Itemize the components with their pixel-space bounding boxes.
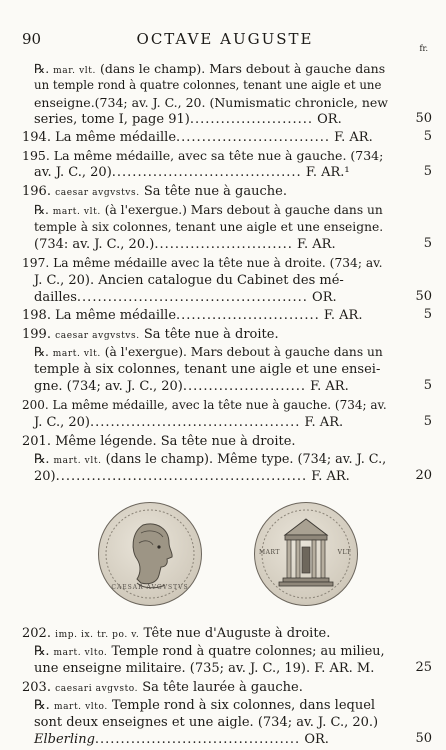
entry-line: ℞. mart. vlt. (dans le champ). Même type. (734; av. J. C., — [34, 452, 387, 467]
entry-line: ℞. mar. vlt. (dans le champ). Mars debout à gauche dans — [34, 61, 386, 76]
entry-line: 194. La même médaille.............................. F. AR. — [22, 130, 373, 145]
price-value: 5 — [423, 236, 432, 251]
price-value: 50 — [415, 731, 432, 746]
entry-line: 202. imp. ix. tr. po. v. Tête nue d'Auguste à droite. — [22, 626, 331, 641]
entry-line: sont deux enseignes et une aigle. (734; av. J. C., 20.) — [34, 715, 379, 730]
entry-line: enseigne.(734; av. J. C., 20. (Numismatic chronicle, new — [34, 95, 388, 110]
price-value: 5 — [423, 164, 432, 179]
page-title: OCTAVE AUGUSTE — [136, 30, 314, 48]
entry-line: dailles............................................. OR. — [34, 290, 337, 305]
entry-line: 200. La même médaille, avec la tête nue à gauche. (734; av. — [22, 398, 387, 412]
entry-line: J. C., 20)......................................... F. AR. — [34, 415, 344, 430]
entry-line: temple à six colonnes, tenant une aigle et une ensei- — [34, 362, 381, 377]
entry-line: av. J. C., 20)..................................... F. AR.¹ — [34, 165, 350, 180]
entry-line: gne. (734; av. J. C., 20)........................ F. AR. — [34, 379, 349, 394]
entry-line: series, tome I, page 91)........................ OR. — [34, 112, 342, 127]
entry-line: une enseigne militaire. (735; av. J. C., 19). F. AR. M. — [34, 661, 375, 676]
entry-line: ℞. mart. vlt. (à l'exergue.) Mars debout à gauche dans un — [34, 203, 383, 217]
entry-line: Elberling........................................ OR. — [34, 732, 329, 747]
coin-illustration — [92, 502, 364, 610]
price-value: 5 — [423, 129, 432, 144]
currency-unit: fr. — [419, 44, 428, 53]
entry-line: 195. La même médaille, avec sa tête nue à gauche. (734; — [22, 148, 384, 163]
page-number: 90 — [22, 30, 42, 48]
entry-line: 201. Même légende. Sa tête nue à droite. — [22, 434, 296, 449]
entry-line: 20)................................................. F. AR. — [34, 469, 350, 484]
page-header — [22, 30, 428, 52]
price-value: 5 — [423, 378, 432, 393]
coin-obverse-legend: CAESAR AVGVSTVS — [111, 584, 189, 591]
coin-reverse-legend-right: VLT — [337, 549, 351, 556]
price-value: 50 — [415, 111, 432, 126]
entry-line: 197. La même médaille avec la tête nue à droite. (734; av. — [22, 256, 383, 270]
entry-line: ℞. mart. vlto. Temple rond à quatre colonnes; au milieu, — [34, 644, 385, 659]
entry-line: 203. caesari avgvsto. Sa tête laurée à gauche. — [22, 680, 303, 695]
entry-line: temple à six colonnes, tenant une aigle et une enseigne. — [34, 220, 384, 234]
entry-line: ℞. mart. vlto. Temple rond à six colonnes, dans lequel — [34, 698, 376, 713]
entry-line: 196. caesar avgvstvs. Sa tête nue à gauche. — [22, 184, 287, 199]
price-value: 5 — [423, 414, 432, 429]
entry-line: (734: av. J. C., 20.)........................... F. AR. — [34, 237, 336, 252]
entry-line: ℞. mart. vlt. (à l'exergue). Mars debout à gauche dans un — [34, 345, 383, 359]
coin-reverse-legend-left: MART — [259, 549, 280, 556]
price-value: 50 — [415, 289, 432, 304]
entry-line: 199. caesar avgvstvs. Sa tête nue à droite. — [22, 327, 279, 342]
coin-reverse — [254, 502, 358, 606]
entry-line: J. C., 20). Ancien catalogue du Cabinet des mé- — [34, 273, 344, 288]
entry-line: 198. La même médaille............................ F. AR. — [22, 308, 363, 323]
entry-line: un temple rond à quatre colonnes, tenant une aigle et une — [34, 78, 382, 92]
price-value: 25 — [415, 660, 432, 675]
price-value: 5 — [423, 307, 432, 322]
price-value: 20 — [415, 468, 432, 483]
coin-obverse — [98, 502, 202, 606]
